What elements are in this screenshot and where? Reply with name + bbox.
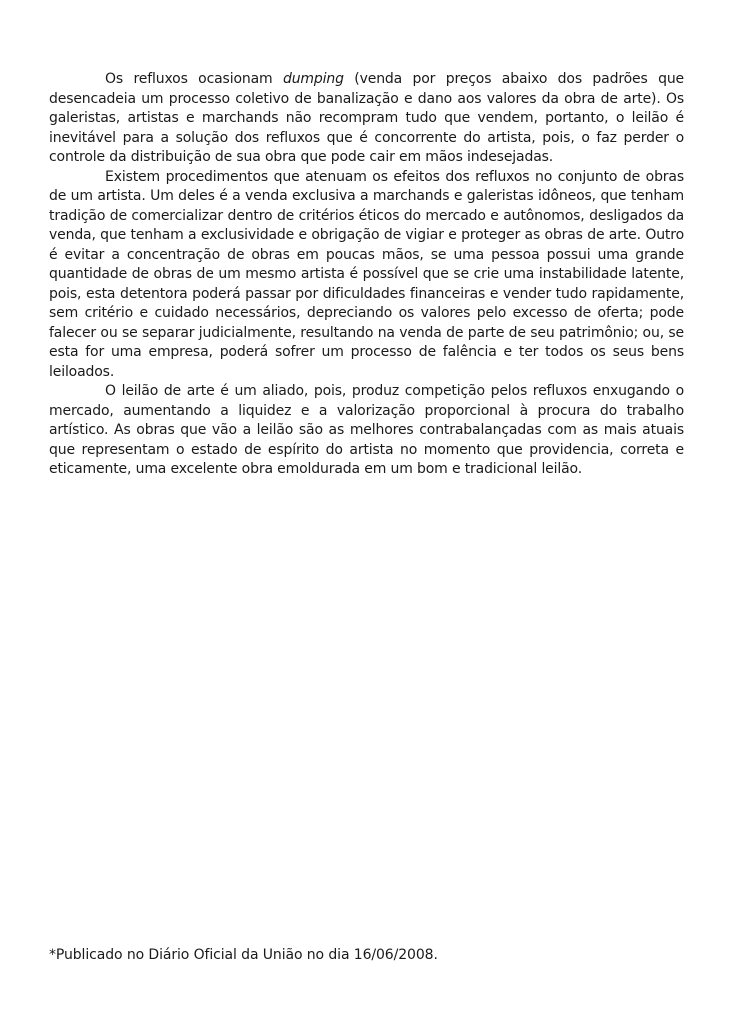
paragraph-2: Existem procedimentos que atenuam os efeitos dos refluxos no conjunto de obras de um artista. Um deles é a venda exclusiva a marchands e galeristas idôneos, que tenham tradição de comercializar dentro de critérios éticos do mercado e autônomos, desligados da venda, que tenham a exclusividade e obrigação de vigiar e proteger as obras de arte. Outro é evitar a concentração de obras em poucas mãos, se uma pessoa possui uma grande quantidade de obras de um mesmo artista é possível que se crie uma instabilidade latente, pois, esta detentora poderá passar por dificuldades financeiras e vender tudo rapidamente, sem critério e cuidado necessários, depreciando os valores pelo excesso de oferta; pode falecer ou se separar judicialmente, resultando na venda de parte de seu patrimônio; ou, se esta for uma empresa, poderá sofrer um processo de falência e ter todos os seus bens leiloados.: [49, 168, 684, 380]
paragraph-3: O leilão de arte é um aliado, pois, produz competição pelos refluxos enxugando o mercado, aumentando a liquidez e a valorização proporcional à procura do trabalho artístico. As obras que vão a leilão são as melhores contrabalançadas com as mais atuais que representam o estado de espírito do artista no momento que providencia, correta e eticamente, uma excelente obra emoldurada em um bom e tradicional leilão.: [49, 383, 684, 477]
paragraph-1-before: Os refluxos ocasionam: [105, 71, 283, 87]
body-text: [49, 70, 684, 480]
paragraph-1-emphasis: dumping: [282, 71, 344, 87]
paragraph-1: [49, 70, 684, 168]
paragraph-1-after: (venda por preços abaixo dos padrões que desencadeia um processo coletivo de banalização e dano aos valores da obra de arte). Os galeristas, artistas e marchands não recompram tudo que vendem, portanto, o leilão é inevitável para a solução dos refluxos que é concorrente do artista, pois, o faz perder o controle da distribuição de sua obra que pode cair em mãos indesejadas.: [49, 71, 684, 165]
footnote: *Publicado no Diário Oficial da União no dia 16/06/2008.: [49, 947, 438, 963]
